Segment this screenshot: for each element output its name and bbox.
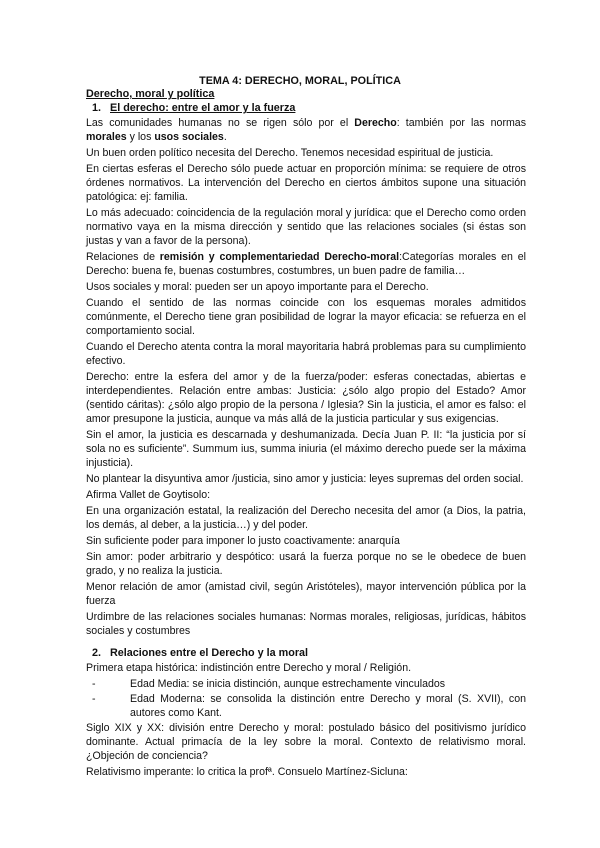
heading-1-number: 1. bbox=[92, 102, 102, 114]
paragraph-20: Relativismo imperante: lo critica la profª. Consuelo Martínez-Sicluna: bbox=[86, 766, 408, 778]
paragraph-3: En ciertas esferas el Derecho sólo puede actuar en proporción mínima: se requiere de otros órdenes normativos. La intervención del Derecho en ciertos ámbitos supone una situación patológica: ej: familia. bbox=[86, 163, 526, 203]
paragraph-5 bbox=[86, 250, 526, 278]
list-item-text: Edad Moderna: se consolida la distinción entre Derecho y moral (S. XVII), con autores como Kant. bbox=[130, 693, 526, 719]
list-dash: - bbox=[92, 678, 96, 690]
p1-e: y los bbox=[126, 131, 155, 143]
paragraph-2: Un buen orden político necesita del Derecho. Tenemos necesidad espiritual de justicia. bbox=[86, 147, 494, 159]
paragraph-16: Menor relación de amor (amistad civil, según Aristóteles), mayor intervención pública por la fuerza bbox=[86, 581, 526, 607]
paragraph-19: Siglo XIX y XX: división entre Derecho y moral: postulado básico del positivismo jurídico dominante. Actual primacía de la ley sobre la moral. Contexto de relativismo moral. ¿Objeción de conciencia? bbox=[86, 722, 526, 762]
p1-d: morales bbox=[86, 131, 127, 143]
document-body-2 bbox=[86, 661, 526, 781]
p1-g: . bbox=[223, 131, 227, 143]
document-body-1 bbox=[86, 116, 526, 640]
paragraph-11: No plantear la disyuntiva amor /justicia, sino amor y justicia: leyes supremas del orden social. bbox=[86, 473, 524, 485]
p1-a: Las comunidades humanas no se rigen sólo por el bbox=[86, 117, 355, 129]
paragraph-1 bbox=[86, 116, 526, 144]
heading-1 bbox=[92, 101, 295, 115]
p5-a: Relaciones de bbox=[86, 251, 160, 263]
p1-f: usos sociales bbox=[154, 131, 224, 143]
paragraph-7: Cuando el sentido de las normas coincide con los esquemas morales admitidos comúnmente, el Derecho tiene gran posibilidad de lograr la mayor eficacia: se refuerza en el comportamiento social. bbox=[86, 297, 526, 337]
heading-2-number: 2. bbox=[92, 647, 102, 659]
paragraph-18: Primera etapa histórica: indistinción entre Derecho y moral / Religión. bbox=[86, 662, 412, 674]
p1-b: Derecho bbox=[354, 117, 397, 129]
paragraph-12: Afirma Vallet de Goytisolo: bbox=[86, 489, 211, 501]
p5-b: remisión y complementariedad Derecho-moral bbox=[159, 251, 400, 263]
paragraph-10: Sin el amor, la justicia es descarnada y deshumanizada. Decía Juan P. II: “la justicia por sí sola no es suficiente”. Summum ius, summa iniuria (el máximo derecho puede ser la máxima injusticia). bbox=[86, 429, 526, 469]
paragraph-13: En una organización estatal, la realización del Derecho necesita del amor (a Dios, la patria, los demás, al deber, a la justicia…) y del poder. bbox=[86, 505, 526, 531]
paragraph-8: Cuando el Derecho atenta contra la moral mayoritaria habrá problemas para su cumplimiento efectivo. bbox=[86, 341, 526, 367]
heading-2 bbox=[92, 646, 308, 660]
list-item bbox=[86, 692, 526, 720]
list-item-text: Edad Media: se inicia distinción, aunque estrechamente vinculados bbox=[130, 678, 446, 690]
p1-c: : también por las normas bbox=[396, 117, 526, 129]
heading-1-text: El derecho: entre el amor y la fuerza bbox=[110, 102, 296, 114]
list-item bbox=[86, 677, 526, 691]
paragraph-17: Urdimbre de las relaciones sociales humanas: Normas morales, religiosas, jurídicas, hábitos sociales y costumbres bbox=[86, 611, 526, 637]
paragraph-6: Usos sociales y moral: pueden ser un apoyo importante para el Derecho. bbox=[86, 281, 429, 293]
paragraph-14: Sin suficiente poder para imponer lo justo coactivamente: anarquía bbox=[86, 535, 400, 547]
list-dash: - bbox=[92, 693, 96, 705]
paragraph-9: Derecho: entre la esfera del amor y de la fuerza/poder: esferas conectadas, abiertas e interdependientes. Relación entre ambas: Justicia: ¿sólo algo propio del Estado? Amor (sentido cáritas): ¿sólo algo propio de la persona / Iglesia? Sin la justicia, el amor es falso: el amor presupone la justicia, aunque va más allá de la justicia particular y sus exigencias. bbox=[86, 371, 526, 425]
paragraph-15: Sin amor: poder arbitrario y despótico: usará la fuerza porque no se le obedece de buen grado, y no realiza la justicia. bbox=[86, 551, 526, 577]
heading-2-text: Relaciones entre el Derecho y la moral bbox=[110, 647, 309, 659]
history-list bbox=[86, 677, 526, 720]
section-heading: Derecho, moral y política bbox=[86, 88, 215, 100]
p5-c: :Categorías morales en el Derecho: buena fe, buenas costumbres, costumbres, un buen padre de familia… bbox=[86, 251, 526, 277]
paragraph-4: Lo más adecuado: coincidencia de la regulación moral y jurídica: que el Derecho como orden normativo vaya en la misma dirección y sentido que las relaciones sociales (si éstas son justas y van a favor de la persona). bbox=[86, 207, 526, 247]
document-title: TEMA 4: DERECHO, MORAL, POLÍTICA bbox=[199, 75, 401, 87]
